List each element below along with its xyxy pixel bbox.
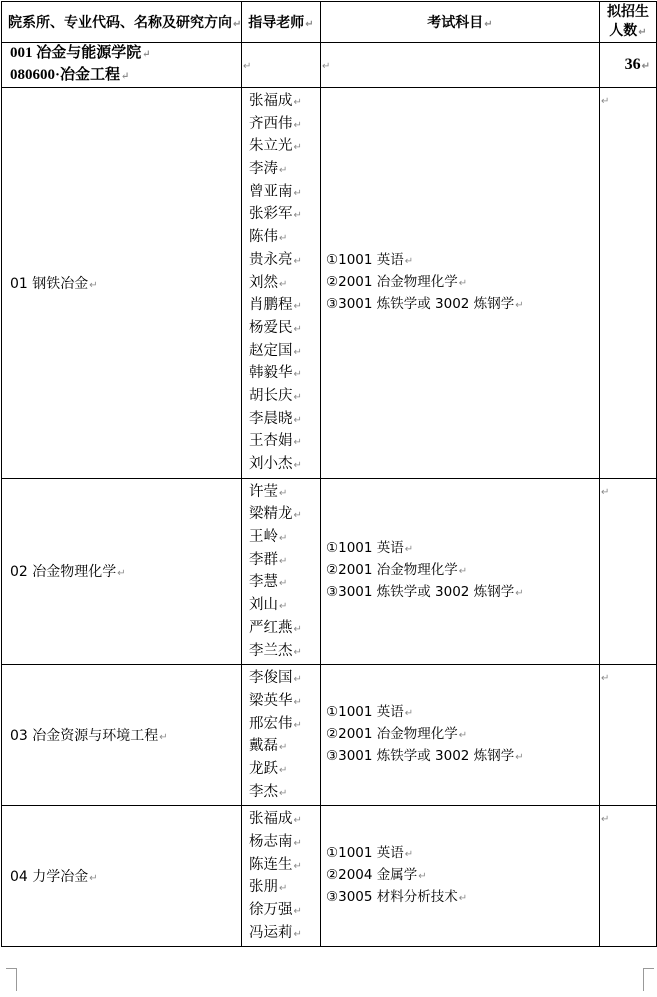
advisor-name: 张彩军↵ bbox=[249, 206, 302, 223]
direction-row bbox=[2, 88, 657, 479]
school-exam-empty: ↵ bbox=[321, 43, 600, 88]
advisor-name: 李杰↵ bbox=[249, 783, 288, 800]
exam-list bbox=[321, 665, 600, 806]
advisor-list bbox=[242, 478, 321, 665]
advisor-list bbox=[242, 665, 321, 806]
exam-list bbox=[321, 806, 600, 947]
advisor-name: 李晨晓↵ bbox=[249, 410, 302, 427]
exam-subject: ③3005 材料分析技术↵ bbox=[326, 889, 468, 906]
direction-label: 01 钢铁冶金↵ bbox=[2, 88, 242, 479]
advisor-name: 贵永亮↵ bbox=[249, 251, 302, 268]
header-exam: 考试科目↵ bbox=[321, 2, 600, 43]
exam-subject: ①1001 英语↵ bbox=[326, 845, 414, 862]
advisor-name: 刘小杰↵ bbox=[249, 456, 302, 472]
school-name: 001 冶金与能源学院 bbox=[10, 45, 142, 61]
advisor-name: 李群↵ bbox=[249, 551, 288, 568]
exam-subject: ①1001 英语↵ bbox=[326, 704, 414, 721]
enrollment-table bbox=[1, 1, 657, 947]
advisor-name: 曾亚南↵ bbox=[249, 183, 302, 200]
advisor-name: 陈伟↵ bbox=[249, 229, 288, 246]
exam-subject: ②2004 金属学↵ bbox=[326, 867, 427, 884]
advisor-name: 刘山↵ bbox=[249, 597, 288, 614]
advisor-name: 杨志南↵ bbox=[249, 834, 302, 850]
page-corner-mark-left bbox=[6, 968, 17, 991]
advisor-list bbox=[242, 88, 321, 479]
advisor-list bbox=[242, 806, 321, 947]
exam-subject: ③3001 炼铁学或 3002 炼钢学↵ bbox=[326, 295, 524, 312]
header-direction: 院系所、专业代码、名称及研究方向↵ bbox=[2, 2, 242, 43]
advisor-name: 徐万强↵ bbox=[249, 902, 302, 919]
school-cell: 001 冶金与能源学院↵ 080600·冶金工程↵ bbox=[2, 43, 242, 88]
advisor-name: 刘然↵ bbox=[249, 274, 288, 291]
direction-quota: ↵ bbox=[600, 665, 657, 806]
major-name: 080600·冶金工程 bbox=[10, 67, 121, 83]
advisor-name: 冯运莉↵ bbox=[249, 924, 302, 941]
school-advisor-empty: ↵ bbox=[242, 43, 321, 88]
header-quota: 拟招生 人数↵ bbox=[600, 2, 657, 43]
school-row bbox=[2, 43, 657, 88]
exam-subject: ③3001 炼铁学或 3002 炼钢学↵ bbox=[326, 584, 524, 601]
direction-label: 03 冶金资源与环境工程↵ bbox=[2, 665, 242, 806]
direction-row bbox=[2, 665, 657, 806]
advisor-name: 杨爱民↵ bbox=[249, 319, 302, 336]
advisor-name: 韩毅华↵ bbox=[249, 365, 302, 382]
school-quota: 36↵ bbox=[600, 43, 657, 88]
advisor-name: 李俊国↵ bbox=[249, 670, 302, 687]
advisor-name: 李涛↵ bbox=[249, 161, 288, 178]
page-corner-mark-right bbox=[643, 968, 654, 991]
direction-quota: ↵ bbox=[600, 478, 657, 665]
header-advisor: 指导老师↵ bbox=[242, 2, 321, 43]
advisor-name: 李慧↵ bbox=[249, 574, 288, 591]
direction-quota: ↵ bbox=[600, 806, 657, 947]
advisor-name: 梁精龙↵ bbox=[249, 506, 302, 523]
advisor-name: 张福成↵ bbox=[249, 811, 302, 828]
advisor-name: 胡长庆↵ bbox=[249, 387, 302, 404]
direction-label: 04 力学冶金↵ bbox=[2, 806, 242, 947]
exam-subject: ②2001 冶金物理化学↵ bbox=[326, 562, 468, 579]
header-row bbox=[2, 2, 657, 43]
advisor-name: 赵定国↵ bbox=[249, 342, 302, 359]
exam-subject: ②2001 冶金物理化学↵ bbox=[326, 726, 468, 743]
advisor-name: 张福成↵ bbox=[249, 93, 302, 109]
advisor-name: 王杏娟↵ bbox=[249, 433, 302, 450]
advisor-name: 龙跃↵ bbox=[249, 760, 288, 777]
advisor-name: 陈连生↵ bbox=[249, 856, 302, 873]
direction-row bbox=[2, 478, 657, 665]
exam-list bbox=[321, 88, 600, 479]
advisor-name: 戴磊↵ bbox=[249, 738, 288, 755]
direction-row bbox=[2, 806, 657, 947]
advisor-name: 邢宏伟↵ bbox=[249, 715, 302, 732]
advisor-name: 齐西伟↵ bbox=[249, 115, 302, 132]
advisor-name: 梁英华↵ bbox=[249, 692, 302, 709]
direction-label: 02 冶金物理化学↵ bbox=[2, 478, 242, 665]
exam-subject: ②2001 冶金物理化学↵ bbox=[326, 273, 468, 290]
advisor-name: 王岭↵ bbox=[249, 529, 288, 546]
exam-subject: ①1001 英语↵ bbox=[326, 251, 414, 268]
advisor-name: 许莹↵ bbox=[249, 483, 288, 500]
advisor-name: 朱立光↵ bbox=[249, 138, 302, 155]
advisor-name: 张朋↵ bbox=[249, 879, 288, 896]
direction-quota: ↵ bbox=[600, 88, 657, 479]
exam-list bbox=[321, 478, 600, 665]
advisor-name: 严红燕↵ bbox=[249, 619, 302, 636]
exam-subject: ①1001 英语↵ bbox=[326, 540, 414, 557]
exam-subject: ③3001 炼铁学或 3002 炼钢学↵ bbox=[326, 748, 524, 765]
advisor-name: 肖鹏程↵ bbox=[249, 297, 302, 314]
advisor-name: 李兰杰↵ bbox=[249, 642, 302, 659]
